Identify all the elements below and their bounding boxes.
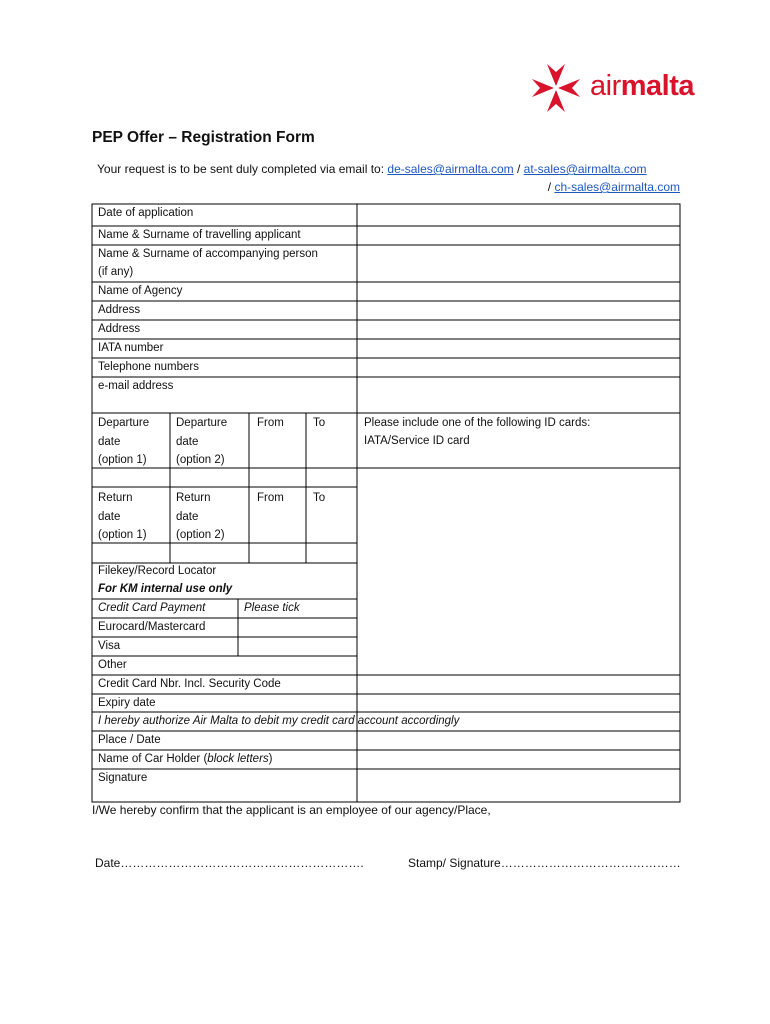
label-return-opt2: Return date (option 2)	[176, 492, 225, 541]
label-departure-opt2: Departure date (option 2)	[176, 417, 228, 466]
telephone-field[interactable]	[358, 359, 679, 376]
email-link-de[interactable]: de-sales@airmalta.com	[387, 162, 514, 176]
date-of-application-field[interactable]	[358, 205, 679, 225]
label-other: Other	[98, 659, 127, 671]
email-link-at[interactable]: at-sales@airmalta.com	[523, 162, 647, 176]
intro-sentence: Your request is to be sent duly completed via email to:	[97, 162, 385, 176]
label-cc-number: Credit Card Nbr. Incl. Security Code	[98, 678, 281, 690]
label-car-holder: Name of Car Holder (block letters)	[98, 753, 273, 765]
label-filekey: Filekey/Record Locator	[98, 565, 217, 577]
return-from-field[interactable]	[250, 544, 305, 562]
expiry-date-field[interactable]	[358, 695, 679, 711]
label-return-to: To	[313, 492, 326, 504]
label-eurocard: Eurocard/Mastercard	[98, 621, 206, 633]
label-agency-name: Name of Agency	[98, 285, 183, 297]
stamp-signature-line: Stamp/ Signature………………………………………	[408, 856, 681, 870]
label-name-applicant: Name & Surname of travelling applicant	[98, 229, 301, 241]
label-departure-opt1: Departure date (option 1)	[98, 417, 150, 466]
label-return-from: From	[257, 492, 284, 504]
name-applicant-field[interactable]	[358, 227, 679, 244]
id-card-attachment-area[interactable]	[358, 469, 679, 674]
email-field[interactable]	[358, 378, 679, 412]
label-date-of-application: Date of application	[98, 207, 194, 219]
label-telephone: Telephone numbers	[98, 361, 200, 373]
label-name-accompanying-note: (if any)	[98, 266, 134, 278]
date-signature-line: Date…………………………………………………….	[95, 856, 364, 870]
name-accompanying-field[interactable]	[358, 246, 679, 281]
airmalta-logo	[530, 62, 720, 116]
tick-eurocard-checkbox[interactable]	[239, 619, 356, 636]
departure-date-opt1-field[interactable]	[93, 469, 169, 486]
id-cards-note: Please include one of the following ID cards:	[364, 417, 591, 429]
label-authorize: I hereby authorize Air Malta to debit my credit card account accordingly	[98, 715, 460, 727]
label-signature: Signature	[98, 772, 148, 784]
label-internal-use: For KM internal use only	[98, 583, 233, 595]
address-2-field[interactable]	[358, 321, 679, 338]
return-date-opt1-field[interactable]	[93, 544, 169, 562]
address-1-field[interactable]	[358, 302, 679, 319]
email-separator: /	[516, 162, 521, 176]
intro-text	[97, 160, 680, 196]
iata-number-field[interactable]	[358, 340, 679, 357]
email-link-ch[interactable]: ch-sales@airmalta.com	[554, 180, 680, 194]
agency-name-field[interactable]	[358, 283, 679, 300]
maltese-cross-icon	[530, 62, 582, 114]
confirmation-text: I/We hereby confirm that the applicant is an employee of our agency/Place,	[92, 803, 491, 817]
label-address-2: Address	[98, 323, 141, 335]
label-credit-card-payment: Credit Card Payment	[98, 602, 206, 614]
label-iata-number: IATA number	[98, 342, 164, 354]
label-name-accompanying: Name & Surname of accompanying person	[98, 248, 318, 260]
signature-field[interactable]	[358, 770, 679, 801]
label-departure-from: From	[257, 417, 284, 429]
return-date-opt2-field[interactable]	[171, 544, 248, 562]
car-holder-name-field[interactable]	[358, 751, 679, 768]
logo-wordmark: airmalta	[590, 70, 694, 102]
label-place-date: Place / Date	[98, 734, 161, 746]
departure-from-field[interactable]	[250, 469, 305, 486]
cc-number-field[interactable]	[358, 676, 679, 693]
label-email: e-mail address	[98, 380, 174, 392]
email-separator: /	[547, 180, 552, 194]
label-address-1: Address	[98, 304, 141, 316]
label-visa: Visa	[98, 640, 121, 652]
place-date-field[interactable]	[358, 732, 679, 749]
label-expiry: Expiry date	[98, 697, 156, 709]
tick-visa-checkbox[interactable]	[239, 638, 356, 655]
label-return-opt1: Return date (option 1)	[98, 492, 147, 541]
id-cards-type: IATA/Service ID card	[364, 435, 470, 447]
departure-to-field[interactable]	[307, 469, 356, 486]
return-to-field[interactable]	[307, 544, 356, 562]
departure-date-opt2-field[interactable]	[171, 469, 248, 486]
page-title: PEP Offer – Registration Form	[92, 129, 315, 146]
label-please-tick: Please tick	[244, 602, 300, 614]
label-departure-to: To	[313, 417, 326, 429]
